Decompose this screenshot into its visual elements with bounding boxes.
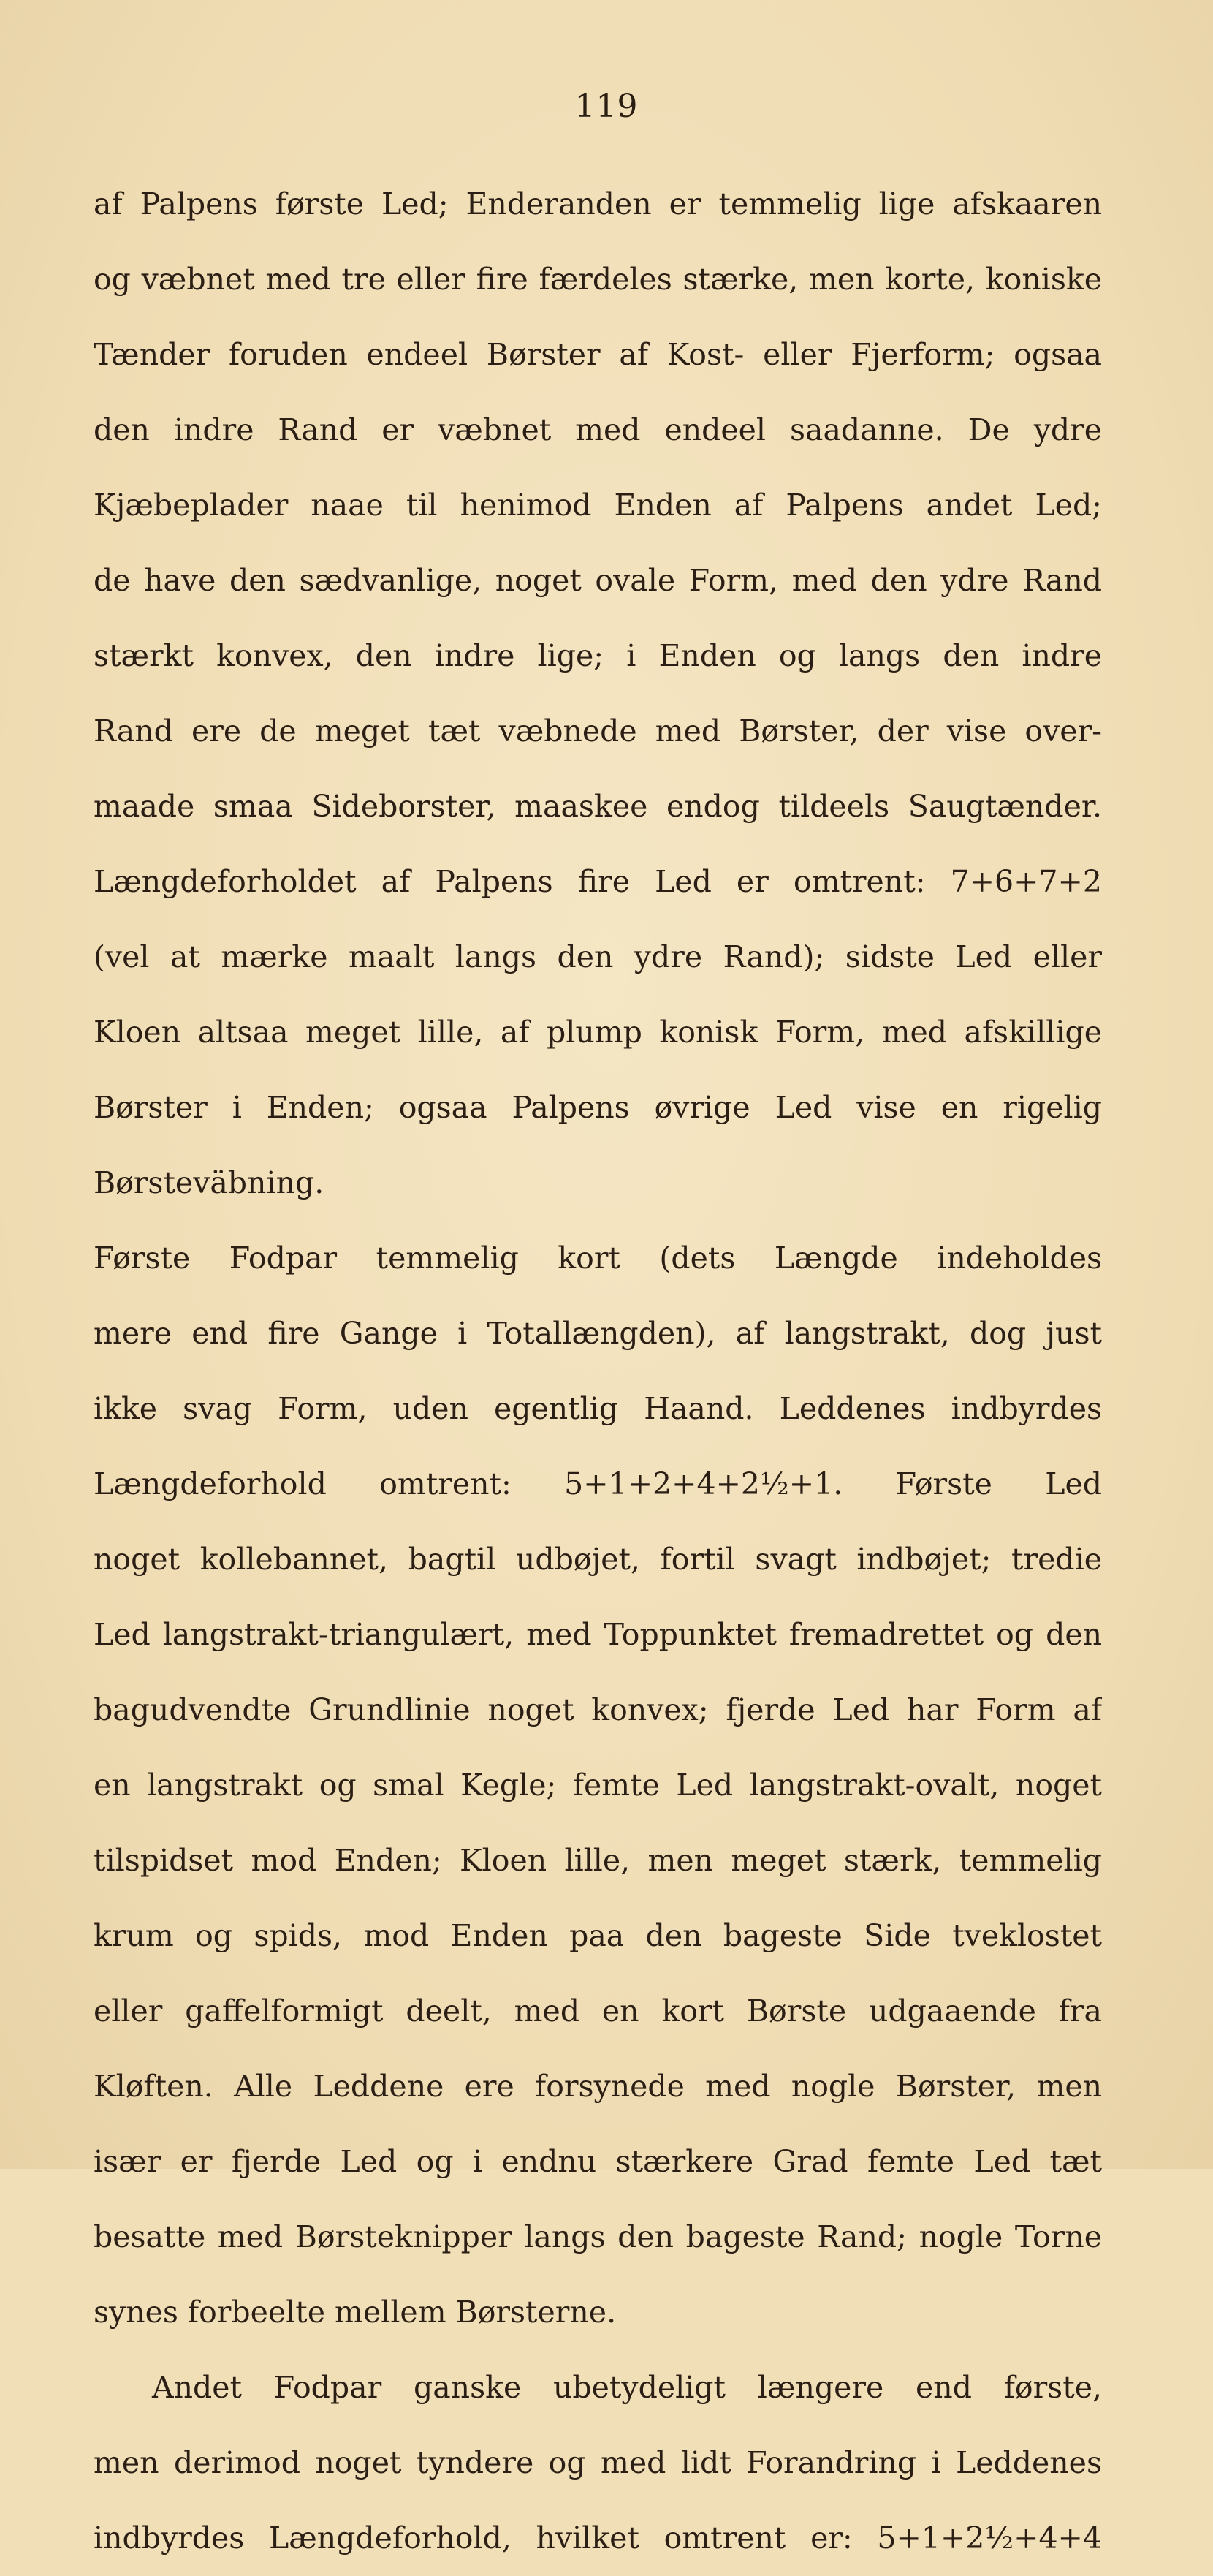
text-line: Rand ere de meget tæt væbnede med Børster, der vise over- <box>94 713 1102 749</box>
paragraph-2 <box>94 1221 1102 2350</box>
text-line: Andet Fodpar ganske ubetydeligt længere end første, <box>152 2370 1102 2405</box>
text-line: Længdeforholdet af Palpens fire Led er omtrent: 7+6+7+2 <box>94 864 1102 899</box>
text-line: de have den sædvanlige, noget ovale Form, med den ydre Rand <box>94 563 1102 598</box>
text-line: Børsteväbning. <box>94 1165 324 1200</box>
text-line: men derimod noget tyndere og med lidt Forandring i Leddenes <box>94 2445 1102 2480</box>
text-line: Længdeforhold omtrent: 5+1+2+4+2½+1. Første Led <box>94 1466 1102 1501</box>
text-line: indbyrdes Længdeforhold, hvilket omtrent er: 5+1+2½+4+4 <box>94 2520 1102 2556</box>
paragraph-1 <box>94 167 1102 1221</box>
text-line: Kloen altsaa meget lille, af plump konisk Form, med afskillige <box>94 1015 1102 1050</box>
text-line: Første Fodpar temmelig kort (dets Længde indeholdes <box>94 1240 1102 1276</box>
text-line: eller gaffelformigt deelt, med en kort Børste udgaaende fra <box>94 1993 1102 2028</box>
text-line: krum og spids, mod Enden paa den bageste Side tveklostet <box>94 1918 1102 1953</box>
text-line: noget kollebannet, bagtil udbøjet, fortil svagt indbøjet; tredie <box>94 1542 1102 1577</box>
page-number: 119 <box>574 88 639 125</box>
text-line: ikke svag Form, uden egentlig Haand. Leddenes indbyrdes <box>94 1391 1102 1426</box>
text-line: Led langstrakt-triangulært, med Toppunktet fremadrettet og den <box>94 1617 1102 1652</box>
body-text <box>94 167 1102 2576</box>
text-line: mere end fire Gange i Totallængden), af langstrakt, dog just <box>94 1316 1102 1351</box>
text-line: synes forbeelte mellem Børsterne. <box>94 2295 617 2330</box>
text-line: den indre Rand er væbnet med endeel saadanne. De ydre <box>94 412 1102 447</box>
text-line: især er fjerde Led og i endnu stærkere Grad femte Led tæt <box>94 2144 1102 2179</box>
text-line: Kløften. Alle Leddene ere forsynede med nogle Børster, men <box>94 2069 1102 2104</box>
text-line: (vel at mærke maalt langs den ydre Rand); sidste Led eller <box>94 939 1102 974</box>
text-line: Kjæbeplader naae til henimod Enden af Palpens andet Led; <box>94 488 1102 523</box>
text-line: en langstrakt og smal Kegle; femte Led langstrakt-ovalt, noget <box>94 1768 1102 1803</box>
text-line: tilspidset mod Enden; Kloen lille, men meget stærk, temmelig <box>94 1843 1102 1878</box>
text-line: Tænder foruden endeel Børster af Kost- eller Fjerform; ogsaa <box>94 337 1102 372</box>
text-line: Børster i Enden; ogsaa Palpens øvrige Led vise en rigelig <box>94 1090 1102 1125</box>
text-line: besatte med Børsteknipper langs den bageste Rand; nogle Torne <box>94 2219 1102 2254</box>
text-line: maade smaa Sideborster, maaskee endog tildeels Saugtænder. <box>94 789 1102 824</box>
text-line: og væbnet med tre eller fire færdeles stærke, men korte, koniske <box>94 262 1102 297</box>
text-line: af Palpens første Led; Enderanden er temmelig lige afskaaren <box>94 186 1102 221</box>
text-line: stærkt konvex, den indre lige; i Enden og langs den indre <box>94 638 1102 673</box>
text-line: bagudvendte Grundlinie noget konvex; fjerde Led har Form af <box>94 1692 1102 1727</box>
paragraph-3 <box>94 2350 1102 2576</box>
